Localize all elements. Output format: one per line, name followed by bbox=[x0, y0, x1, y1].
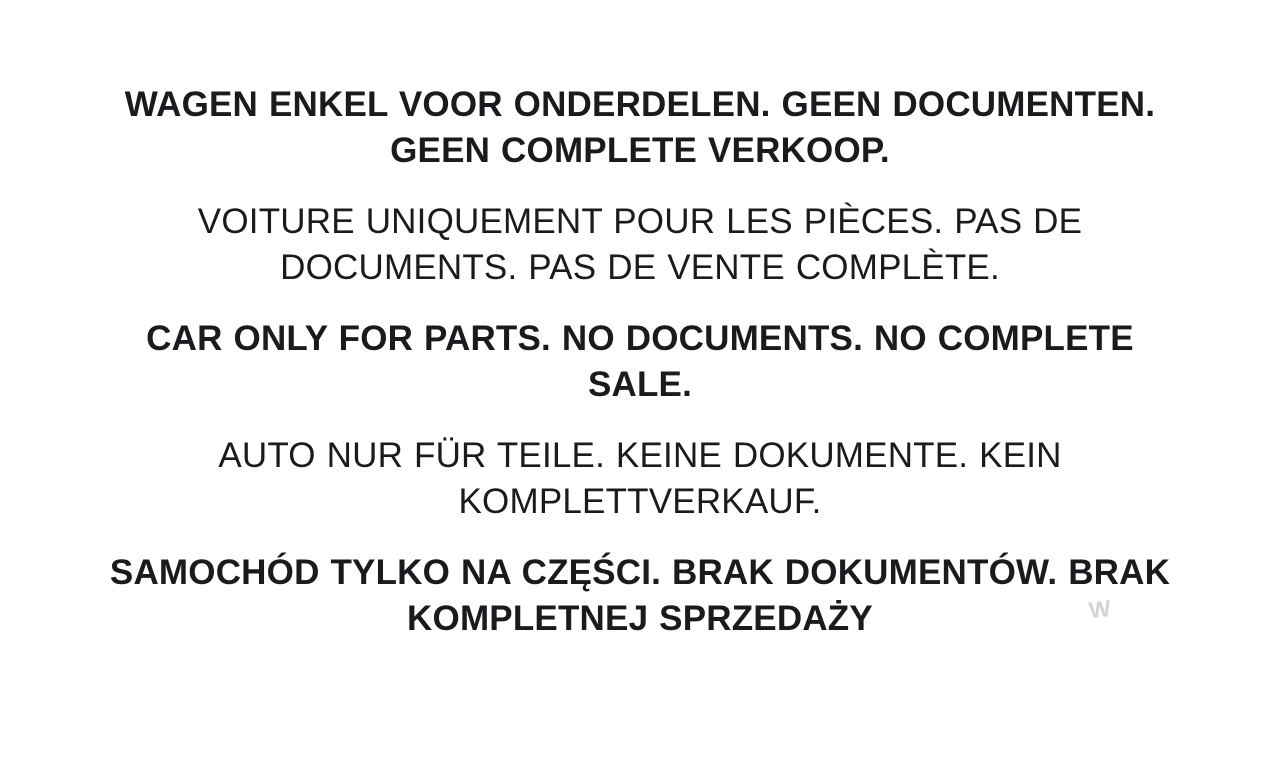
notice-line-english: CAR ONLY FOR PARTS. NO DOCUMENTS. NO COMPLETE SALE. bbox=[146, 319, 1134, 404]
watermark: W bbox=[1087, 594, 1114, 624]
notice-line-german: AUTO NUR FÜR TEILE. KEINE DOKUMENTE. KEIN KOMPLETTVERKAUF. bbox=[218, 436, 1062, 521]
notice-line-french: VOITURE UNIQUEMENT POUR LES PIÈCES. PAS DE DOCUMENTS. PAS DE VENTE COMPLÈTE. bbox=[197, 202, 1083, 287]
notice-line-polish: SAMOCHÓD TYLKO NA CZĘŚCI. BRAK DOKUMENTÓW. BRAK KOMPLETNEJ SPRZEDAŻY bbox=[109, 553, 1171, 638]
notice-line-dutch: WAGEN ENKEL VOOR ONDERDELEN. GEEN DOCUMENTEN. GEEN COMPLETE VERKOOP. bbox=[124, 85, 1156, 170]
